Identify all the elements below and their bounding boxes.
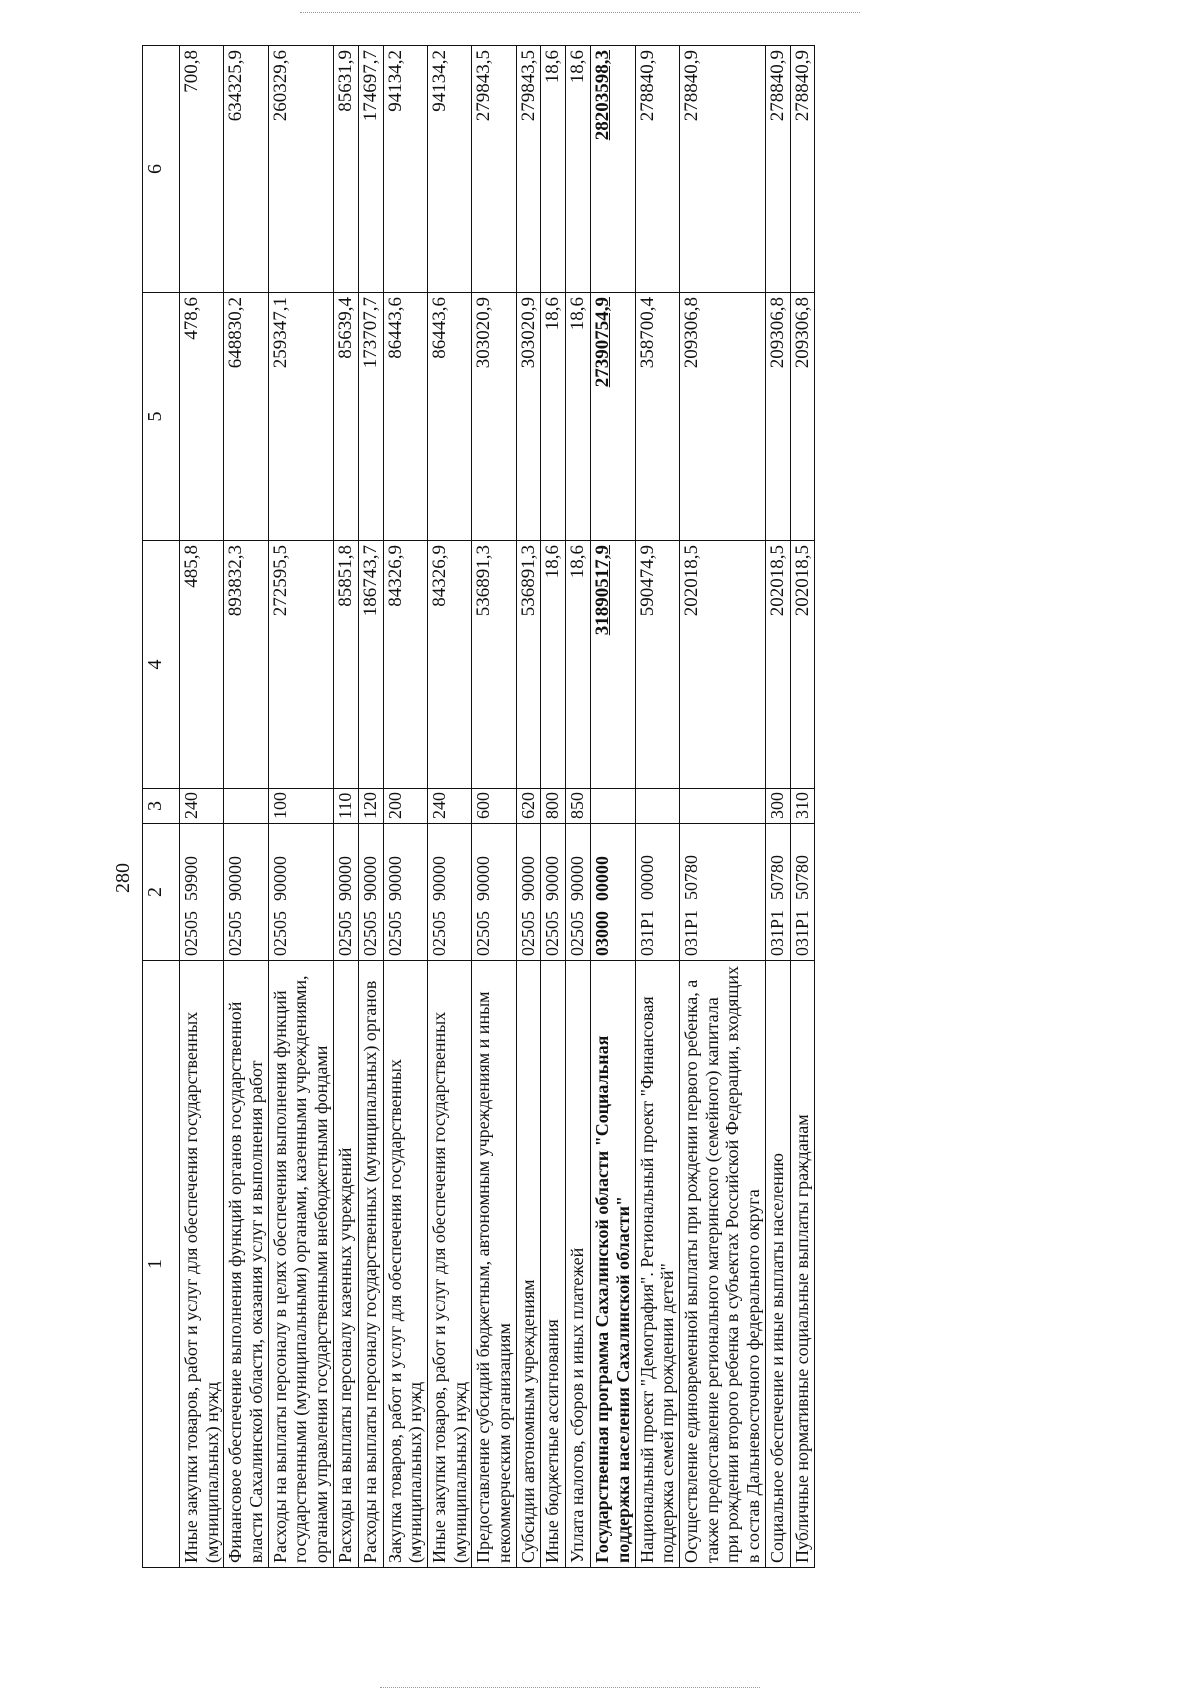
row-code-cell (427, 824, 471, 961)
table-body (180, 46, 815, 1568)
row-kind-cell (224, 789, 268, 824)
row-kind-cell: 300 (765, 789, 790, 824)
col-header-year1: 4 (143, 541, 180, 789)
row-value-col5: 303020,9 (472, 293, 516, 541)
row-code-program: 02505 (181, 911, 201, 956)
row-kind-cell: 850 (566, 789, 591, 824)
row-value-col6: 278840,9 (790, 46, 815, 293)
table-row (358, 46, 383, 1568)
row-code-direction: 50780 (766, 854, 787, 900)
row-value-col6: 278840,9 (765, 46, 790, 293)
row-code-program: 03000 (592, 911, 613, 956)
row-code-direction: 00000 (636, 854, 657, 900)
row-value-col6: 278840,9 (635, 46, 679, 293)
row-value-col5: 209306,8 (679, 293, 765, 541)
row-code-program: 031P1 (636, 909, 657, 956)
row-value-col4: 202018,5 (679, 541, 765, 789)
row-value-col5: 173707,7 (358, 293, 383, 541)
row-value-col5: 85639,4 (333, 293, 358, 541)
row-kind-cell: 240 (427, 789, 471, 824)
rotated-page-content (102, 46, 1022, 1568)
row-value-col5: 86443,6 (427, 293, 471, 541)
row-code-direction: 90000 (567, 856, 588, 901)
row-value-col4: 84326,9 (383, 541, 427, 789)
row-value-col4: 485,8 (180, 541, 224, 789)
row-code-direction: 50780 (791, 854, 812, 900)
row-name-cell: Социальное обеспечение и иные выплаты населению (765, 961, 790, 1568)
row-value-col6: 700,8 (180, 46, 224, 293)
row-value-col5: 86443,6 (383, 293, 427, 541)
row-code-cell (358, 824, 383, 961)
table-row (679, 46, 765, 1568)
budget-table (142, 45, 815, 1568)
row-kind-cell (591, 789, 635, 824)
row-code-direction: 90000 (359, 856, 380, 901)
row-name-cell: Иные закупки товаров, работ и услуг для обеспечения государственных (муниципальных) нужд (427, 961, 471, 1568)
scan-artifact-bottom (380, 1687, 760, 1688)
row-value-col4: 590474,9 (635, 541, 679, 789)
table-row (224, 46, 268, 1568)
row-code-program: 02505 (428, 911, 449, 956)
row-value-col6: 260329,6 (268, 46, 333, 293)
row-name-cell: Иные бюджетные ассигнования (541, 961, 566, 1568)
row-kind-cell: 600 (472, 789, 516, 824)
row-code-direction: 90000 (542, 856, 563, 901)
col-header-name: 1 (143, 961, 180, 1568)
row-value-col4: 85851,8 (333, 541, 358, 789)
row-code-direction: 90000 (269, 856, 290, 901)
page-number: 280 (112, 863, 134, 893)
table-row (591, 46, 635, 1568)
row-value-col6: 94134,2 (383, 46, 427, 293)
row-code-cell (180, 824, 224, 961)
row-code-program: 02505 (517, 911, 538, 956)
row-kind-cell: 200 (383, 789, 427, 824)
row-kind-cell: 240 (180, 789, 224, 824)
row-code-cell (679, 824, 765, 961)
row-value-col4: 31890517,9 (591, 541, 635, 789)
row-code-cell (472, 824, 516, 961)
row-value-col4: 536891,3 (516, 541, 541, 789)
col-header-year3: 6 (143, 46, 180, 293)
row-name-cell: Иные закупки товаров, работ и услуг для обеспечения государственных (муниципальных) нужд (180, 961, 224, 1568)
row-value-col6: 279843,5 (516, 46, 541, 293)
row-code-program: 031P1 (791, 909, 812, 956)
row-value-col4: 18,6 (541, 541, 566, 789)
row-name-cell: Субсидии автономным учреждениям (516, 961, 541, 1568)
row-name-cell: Закупка товаров, работ и услуг для обеспечения государственных (муниципальных) нужд (383, 961, 427, 1568)
row-kind-cell: 120 (358, 789, 383, 824)
row-code-program: 02505 (473, 911, 494, 956)
row-name-cell: Расходы на выплаты персоналу казенных учреждений (333, 961, 358, 1568)
row-code-cell (541, 824, 566, 961)
row-kind-cell: 100 (268, 789, 333, 824)
row-code-program: 031P1 (680, 909, 701, 956)
row-value-col5: 18,6 (541, 293, 566, 541)
table-row (765, 46, 790, 1568)
row-code-cell (383, 824, 427, 961)
row-value-col4: 893832,3 (224, 541, 268, 789)
row-value-col4: 18,6 (566, 541, 591, 789)
col-header-year2: 5 (143, 293, 180, 541)
row-value-col5: 209306,8 (790, 293, 815, 541)
row-code-cell (268, 824, 333, 961)
row-name-cell: Предоставление субсидий бюджетным, автономным учреждениям и иным некоммерческим организациям (472, 961, 516, 1568)
col-header-code: 2 (143, 824, 180, 961)
scan-artifact-top (300, 12, 860, 13)
row-value-col4: 202018,5 (790, 541, 815, 789)
row-value-col4: 186743,7 (358, 541, 383, 789)
table-row (427, 46, 471, 1568)
table-row (516, 46, 541, 1568)
row-code-cell (224, 824, 268, 961)
row-kind-cell: 310 (790, 789, 815, 824)
row-code-program: 02505 (225, 911, 246, 956)
table-header-row (143, 46, 180, 1568)
row-value-col5: 303020,9 (516, 293, 541, 541)
row-value-col5: 209306,8 (765, 293, 790, 541)
row-value-col6: 85631,9 (333, 46, 358, 293)
row-value-col4: 84326,9 (427, 541, 471, 789)
row-code-direction: 90000 (225, 856, 246, 901)
table-row (333, 46, 358, 1568)
row-code-program: 02505 (334, 911, 355, 956)
row-code-cell (790, 824, 815, 961)
row-code-cell (566, 824, 591, 961)
row-value-col5: 648830,2 (224, 293, 268, 541)
row-code-program: 02505 (269, 911, 290, 956)
row-code-direction: 90000 (473, 856, 494, 901)
row-kind-cell: 620 (516, 789, 541, 824)
row-code-direction: 90000 (384, 856, 405, 901)
row-code-direction: 50780 (680, 854, 701, 900)
row-name-cell: Осуществление единовременной выплаты при рождении первого ребенка, а также предоставление регионального материнского (семейного) капитала при рождении второго ребенка в субъектах Российской Федерации, входящих в состав Дальневосточного федерального округа (679, 961, 765, 1568)
row-value-col5: 358700,4 (635, 293, 679, 541)
row-name-cell: Государственная программа Сахалинской области "Социальная поддержка населения Сахалинской области" (591, 961, 635, 1568)
row-code-cell (333, 824, 358, 961)
row-value-col6: 279843,5 (472, 46, 516, 293)
col-header-kind: 3 (143, 789, 180, 824)
row-value-col6: 94134,2 (427, 46, 471, 293)
row-value-col6: 278840,9 (679, 46, 765, 293)
row-code-cell (765, 824, 790, 961)
row-name-cell: Финансовое обеспечение выполнения функций органов государственной власти Сахалинской области, оказания услуг и выполнения работ (224, 961, 268, 1568)
row-value-col4: 202018,5 (765, 541, 790, 789)
table-row (635, 46, 679, 1568)
row-name-cell: Уплата налогов, сборов и иных платежей (566, 961, 591, 1568)
row-code-cell (591, 824, 635, 961)
row-name-cell: Расходы на выплаты персоналу государственных (муниципальных) органов (358, 961, 383, 1568)
table-row (268, 46, 333, 1568)
row-code-program: 02505 (542, 911, 563, 956)
row-code-direction: 90000 (428, 856, 449, 901)
row-value-col5: 27390754,9 (591, 293, 635, 541)
row-code-cell (635, 824, 679, 961)
row-value-col6: 18,6 (541, 46, 566, 293)
row-code-program: 02505 (567, 911, 588, 956)
row-value-col4: 272595,5 (268, 541, 333, 789)
row-value-col6: 28203598,3 (591, 46, 635, 293)
row-kind-cell: 110 (333, 789, 358, 824)
row-value-col6: 634325,9 (224, 46, 268, 293)
row-value-col6: 18,6 (566, 46, 591, 293)
row-code-direction: 59900 (181, 856, 201, 901)
row-code-direction: 90000 (517, 856, 538, 901)
row-name-cell: Расходы на выплаты персоналу в целях обеспечения выполнения функций государственными (муниципальными) органами, казенными учреждениями, органами управления государственными внебюджетными фондами (268, 961, 333, 1568)
row-code-program: 02505 (384, 911, 405, 956)
row-code-cell (516, 824, 541, 961)
row-kind-cell (679, 789, 765, 824)
table-row (180, 46, 224, 1568)
table-row (383, 46, 427, 1568)
table-row (790, 46, 815, 1568)
row-code-program: 031P1 (766, 909, 787, 956)
row-value-col4: 536891,3 (472, 541, 516, 789)
row-value-col5: 478,6 (180, 293, 224, 541)
row-code-direction: 00000 (592, 856, 613, 901)
row-value-col6: 174697,7 (358, 46, 383, 293)
row-name-cell: Публичные нормативные социальные выплаты гражданам (790, 961, 815, 1568)
row-value-col5: 18,6 (566, 293, 591, 541)
row-name-cell: Национальный проект "Демография". Региональный проект "Финансовая поддержка семей при рождении детей" (635, 961, 679, 1568)
row-code-program: 02505 (359, 911, 380, 956)
row-kind-cell (635, 789, 679, 824)
table-row (541, 46, 566, 1568)
row-code-direction: 90000 (334, 856, 355, 901)
table-row (566, 46, 591, 1568)
row-kind-cell: 800 (541, 789, 566, 824)
row-value-col5: 259347,1 (268, 293, 333, 541)
table-row (472, 46, 516, 1568)
